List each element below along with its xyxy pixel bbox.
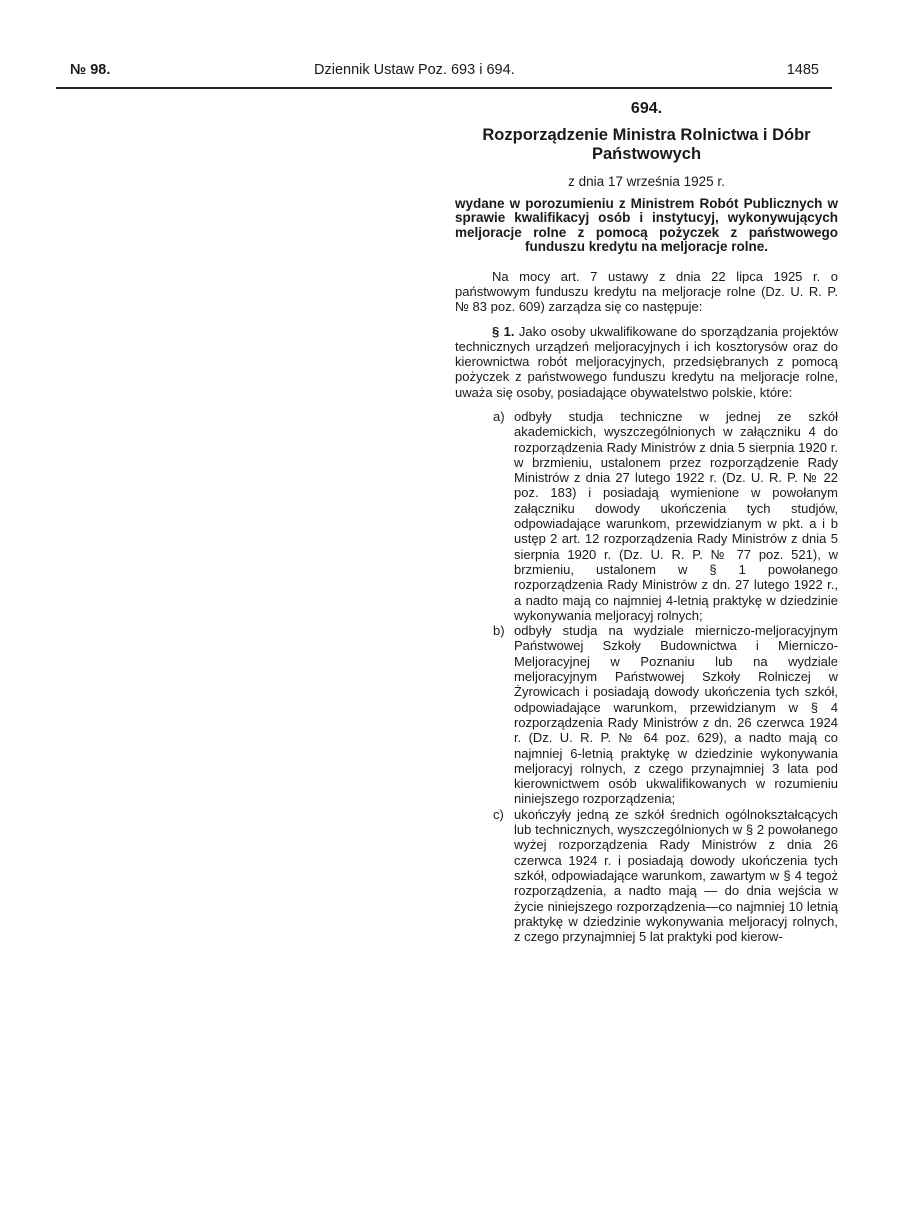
condition-list xyxy=(455,409,838,944)
preamble: Na mocy art. 7 ustawy z dnia 22 lipca 1925 r. o państwowym funduszu kredytu na meljoracje rolne (Dz. U. R. P. № 83 poz. 609) zarządza się co następuje: xyxy=(455,268,838,315)
page-header xyxy=(56,62,819,82)
entry-number: 694. xyxy=(630,100,663,117)
text-column xyxy=(455,100,838,944)
section-1-label: § 1. xyxy=(492,323,515,339)
list-item-mark: b) xyxy=(493,623,505,639)
list-item-mark: a) xyxy=(493,409,505,424)
entry-title: Rozporządzenie Ministra Rolnictwa i Dóbr Państwowych xyxy=(482,126,811,163)
section-1 xyxy=(455,324,838,400)
header-rule xyxy=(56,87,832,89)
entry-date: z dnia 17 września 1925 r. xyxy=(568,174,725,189)
list-item-text: odbyły studja techniczne w jednej ze szkół akademickich, wyszczególnionych w załączniku 4 do rozporządzenia Rady Ministrów z dnia 5 sierpnia 1920 r. w brzmieniu, ustalonem przez rozporządzenie Rady Ministrów z dnia 27 lutego 1922 r. (Dz. U. R. P. № 22 poz. 183) i posiadają wymienione w powołanym załączniku dowody ukończenia tych studjów, odpowiadające warunkom, przewidzianym w pkt. a i b ustęp 2 art. 12 rozporządzenia Rady Ministrów z dnia 5 sierpnia 1920 r. (Dz. U. R. P. № 77 poz. 521), w brzmieniu, ustalonem w § 1 powołanego rozporządzenia Rady Ministrów z dn. 27 lutego 1922 r., a nadto mają co najmniej 4-letnią praktykę w dziedzinie wykonywania meljoracyj rolnych; xyxy=(514,409,838,623)
journal-title: Dziennik Ustaw Poz. 693 i 694. xyxy=(314,62,515,78)
issue-number: № 98. xyxy=(70,62,111,78)
list-item xyxy=(455,409,838,623)
list-item xyxy=(455,807,838,945)
list-item xyxy=(455,623,838,807)
entry-subtitle: wydane w porozumieniu z Ministrem Robót Publicznych w sprawie kwalifikacyj osób i instytucyj, wykonywujących meljoracje rolne z pomocą pożyczek z państwowego funduszu kredytu na meljoracje rolne. xyxy=(455,196,838,255)
list-item-mark: c) xyxy=(493,806,504,822)
section-1-text: Jako osoby ukwalifikowane do sporządzania projektów technicznych urządzeń meljoracyjnych i ich kosztorysów oraz do kierownictwa robót meljoracyjnych, przedsiębranych z pomocą pożyczek z państwowego funduszu kredytu na meljoracje rolne, uważa się osoby, posiadające obywatelstwo polskie, które: xyxy=(455,323,838,400)
page-number: 1485 xyxy=(786,62,819,78)
list-item-text: odbyły studja na wydziale mierniczo-meljoracyjnym Państwowej Szkoły Budownictwa i Mierniczo-Meljoracyjnej w Poznaniu lub na wydziale meljoracyjnym Państwowej Szkoły Rolniczej w Żyrowicach i posiadają dowody ukończenia tych szkół, odpowiadające warunkom, przewidzianym w § 4 rozporządzenia Rady Ministrów z dn. 26 czerwca 1924 r. (Dz. U. R. P. № 64 poz. 629), a nadto mają co najmniej 6-letnią praktykę w dziedzinie wykonywania meljoracyj rolnych, z czego przynajmniej 3 lata pod kierownictwem osób ukwalifikowanych w rozumieniu niniejszego rozporządzenia; xyxy=(514,623,838,807)
list-item-text: ukończyły jedną ze szkół średnich ogólnokształcących lub technicznych, wyszczególnionych w § 2 powołanego wyżej rozporządzenia Rady Ministrów z dnia 26 czerwca 1924 r. i posiadają dowody ukończenia tych szkół, odpowiadające warunkom, zawartym w § 4 tegoż rozporządzenia, a nadto mają — do dnia wejścia w życie niniejszego rozporządzenia—co najmniej 10 letnią praktykę w dziedzinie wykonywania meljoracyj rolnych, z czego przynajmniej 5 lat praktyki pod kierow- xyxy=(514,806,838,945)
